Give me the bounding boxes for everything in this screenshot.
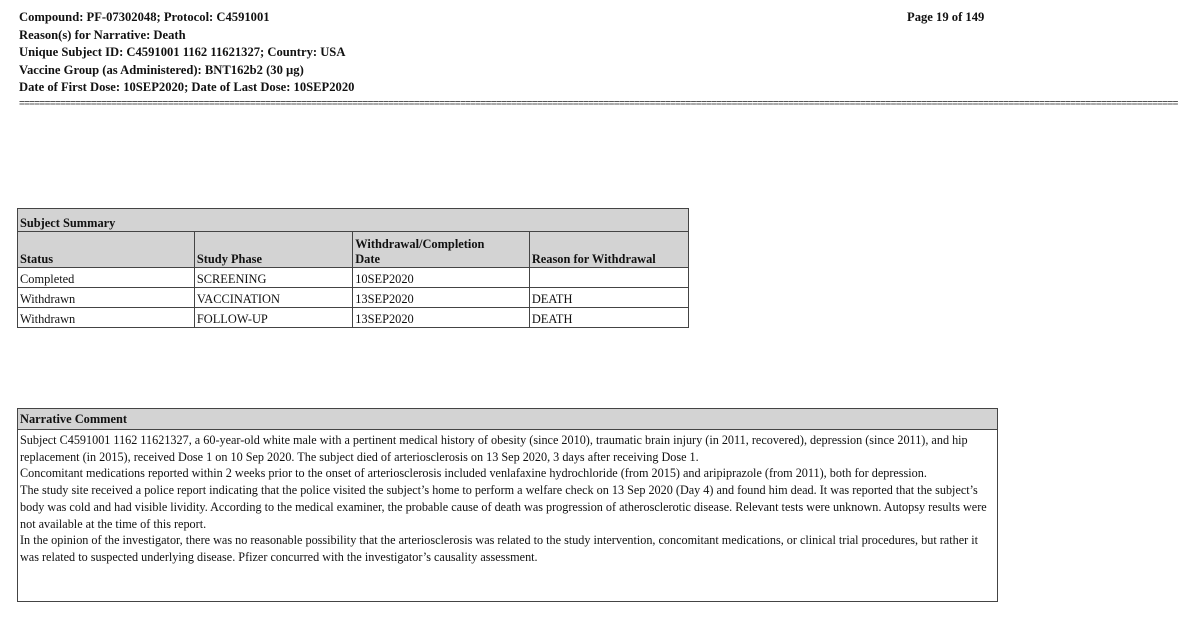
- narrative-paragraph: In the opinion of the investigator, there was no reasonable possibility that the arteriosclerosis was related to the study intervention, concomitant medications, or clinical trial procedures, but rather it was related to suspected underlying disease. Pfizer concurred with the investigator’s causality assessment.: [20, 533, 978, 564]
- cell-reason: [529, 268, 688, 288]
- table-row: [18, 308, 689, 328]
- cell-date: 13SEP2020: [353, 288, 530, 308]
- cell-reason: DEATH: [529, 308, 688, 328]
- cell-study-phase: FOLLOW-UP: [194, 308, 352, 328]
- separator-line: ==================================================================================================================================================================================================================================: [19, 98, 1178, 109]
- table-row: [18, 288, 689, 308]
- table-row: [18, 268, 689, 288]
- header-reason: Reason(s) for Narrative: Death: [19, 27, 186, 42]
- column-header-date-line2: Date: [355, 252, 380, 266]
- page-number: Page 19 of 149: [907, 10, 985, 24]
- column-header-date: [353, 232, 530, 268]
- narrative-paragraph: The study site received a police report indicating that the police visited the subject’s home to perform a welfare check on 13 Sep 2020 (Day 4) and found him dead. It was reported that the subject’s body was cold and had visible lividity. According to the medical examiner, the probable cause of death was progression of atherosclerotic disease. Relevant tests were unknown. Autopsy results were not available at the time of this report.: [20, 483, 987, 531]
- narrative-comment-box: [17, 408, 998, 602]
- column-header-reason: Reason for Withdrawal: [529, 232, 688, 268]
- subject-summary-table: [17, 208, 689, 328]
- header-compound-protocol: Compound: PF-07302048; Protocol: C4591001: [19, 10, 270, 24]
- cell-status: Withdrawn: [18, 308, 195, 328]
- narrative-title: Narrative Comment: [18, 409, 997, 430]
- cell-status: Completed: [18, 268, 195, 288]
- table-title: Subject Summary: [18, 209, 689, 232]
- header-dose-dates: Date of First Dose: 10SEP2020; Date of Last Dose: 10SEP2020: [19, 80, 355, 95]
- column-header-status: Status: [18, 232, 195, 268]
- narrative-body: [18, 430, 997, 566]
- cell-study-phase: SCREENING: [194, 268, 352, 288]
- cell-reason: DEATH: [529, 288, 688, 308]
- table-header-row: [18, 232, 689, 268]
- column-header-study-phase: Study Phase: [194, 232, 352, 268]
- cell-date: 13SEP2020: [353, 308, 530, 328]
- narrative-paragraph: Subject C4591001 1162 11621327, a 60-year-old white male with a pertinent medical history of obesity (since 2010), traumatic brain injury (in 2011, recovered), depression (since 2011), and hip replacement (in 2015), received Dose 1 on 10 Sep 2020. The subject died of arteriosclerosis on 13 Sep 2020, 3 days after receiving Dose 1.: [20, 433, 968, 464]
- header-vaccine-group: Vaccine Group (as Administered): BNT162b2 (30 µg): [19, 62, 304, 77]
- document-header: [19, 9, 354, 97]
- cell-status: Withdrawn: [18, 288, 195, 308]
- table-title-row: [18, 209, 689, 232]
- cell-date: 10SEP2020: [353, 268, 530, 288]
- header-subject-id: Unique Subject ID: C4591001 1162 11621327; Country: USA: [19, 45, 346, 60]
- narrative-paragraph: Concomitant medications reported within 2 weeks prior to the onset of arteriosclerosis included venlafaxine hydrochloride (from 2015) and aripiprazole (from 2011), both for depression.: [20, 466, 927, 481]
- cell-study-phase: VACCINATION: [194, 288, 352, 308]
- column-header-date-line1: Withdrawal/Completion: [355, 237, 485, 251]
